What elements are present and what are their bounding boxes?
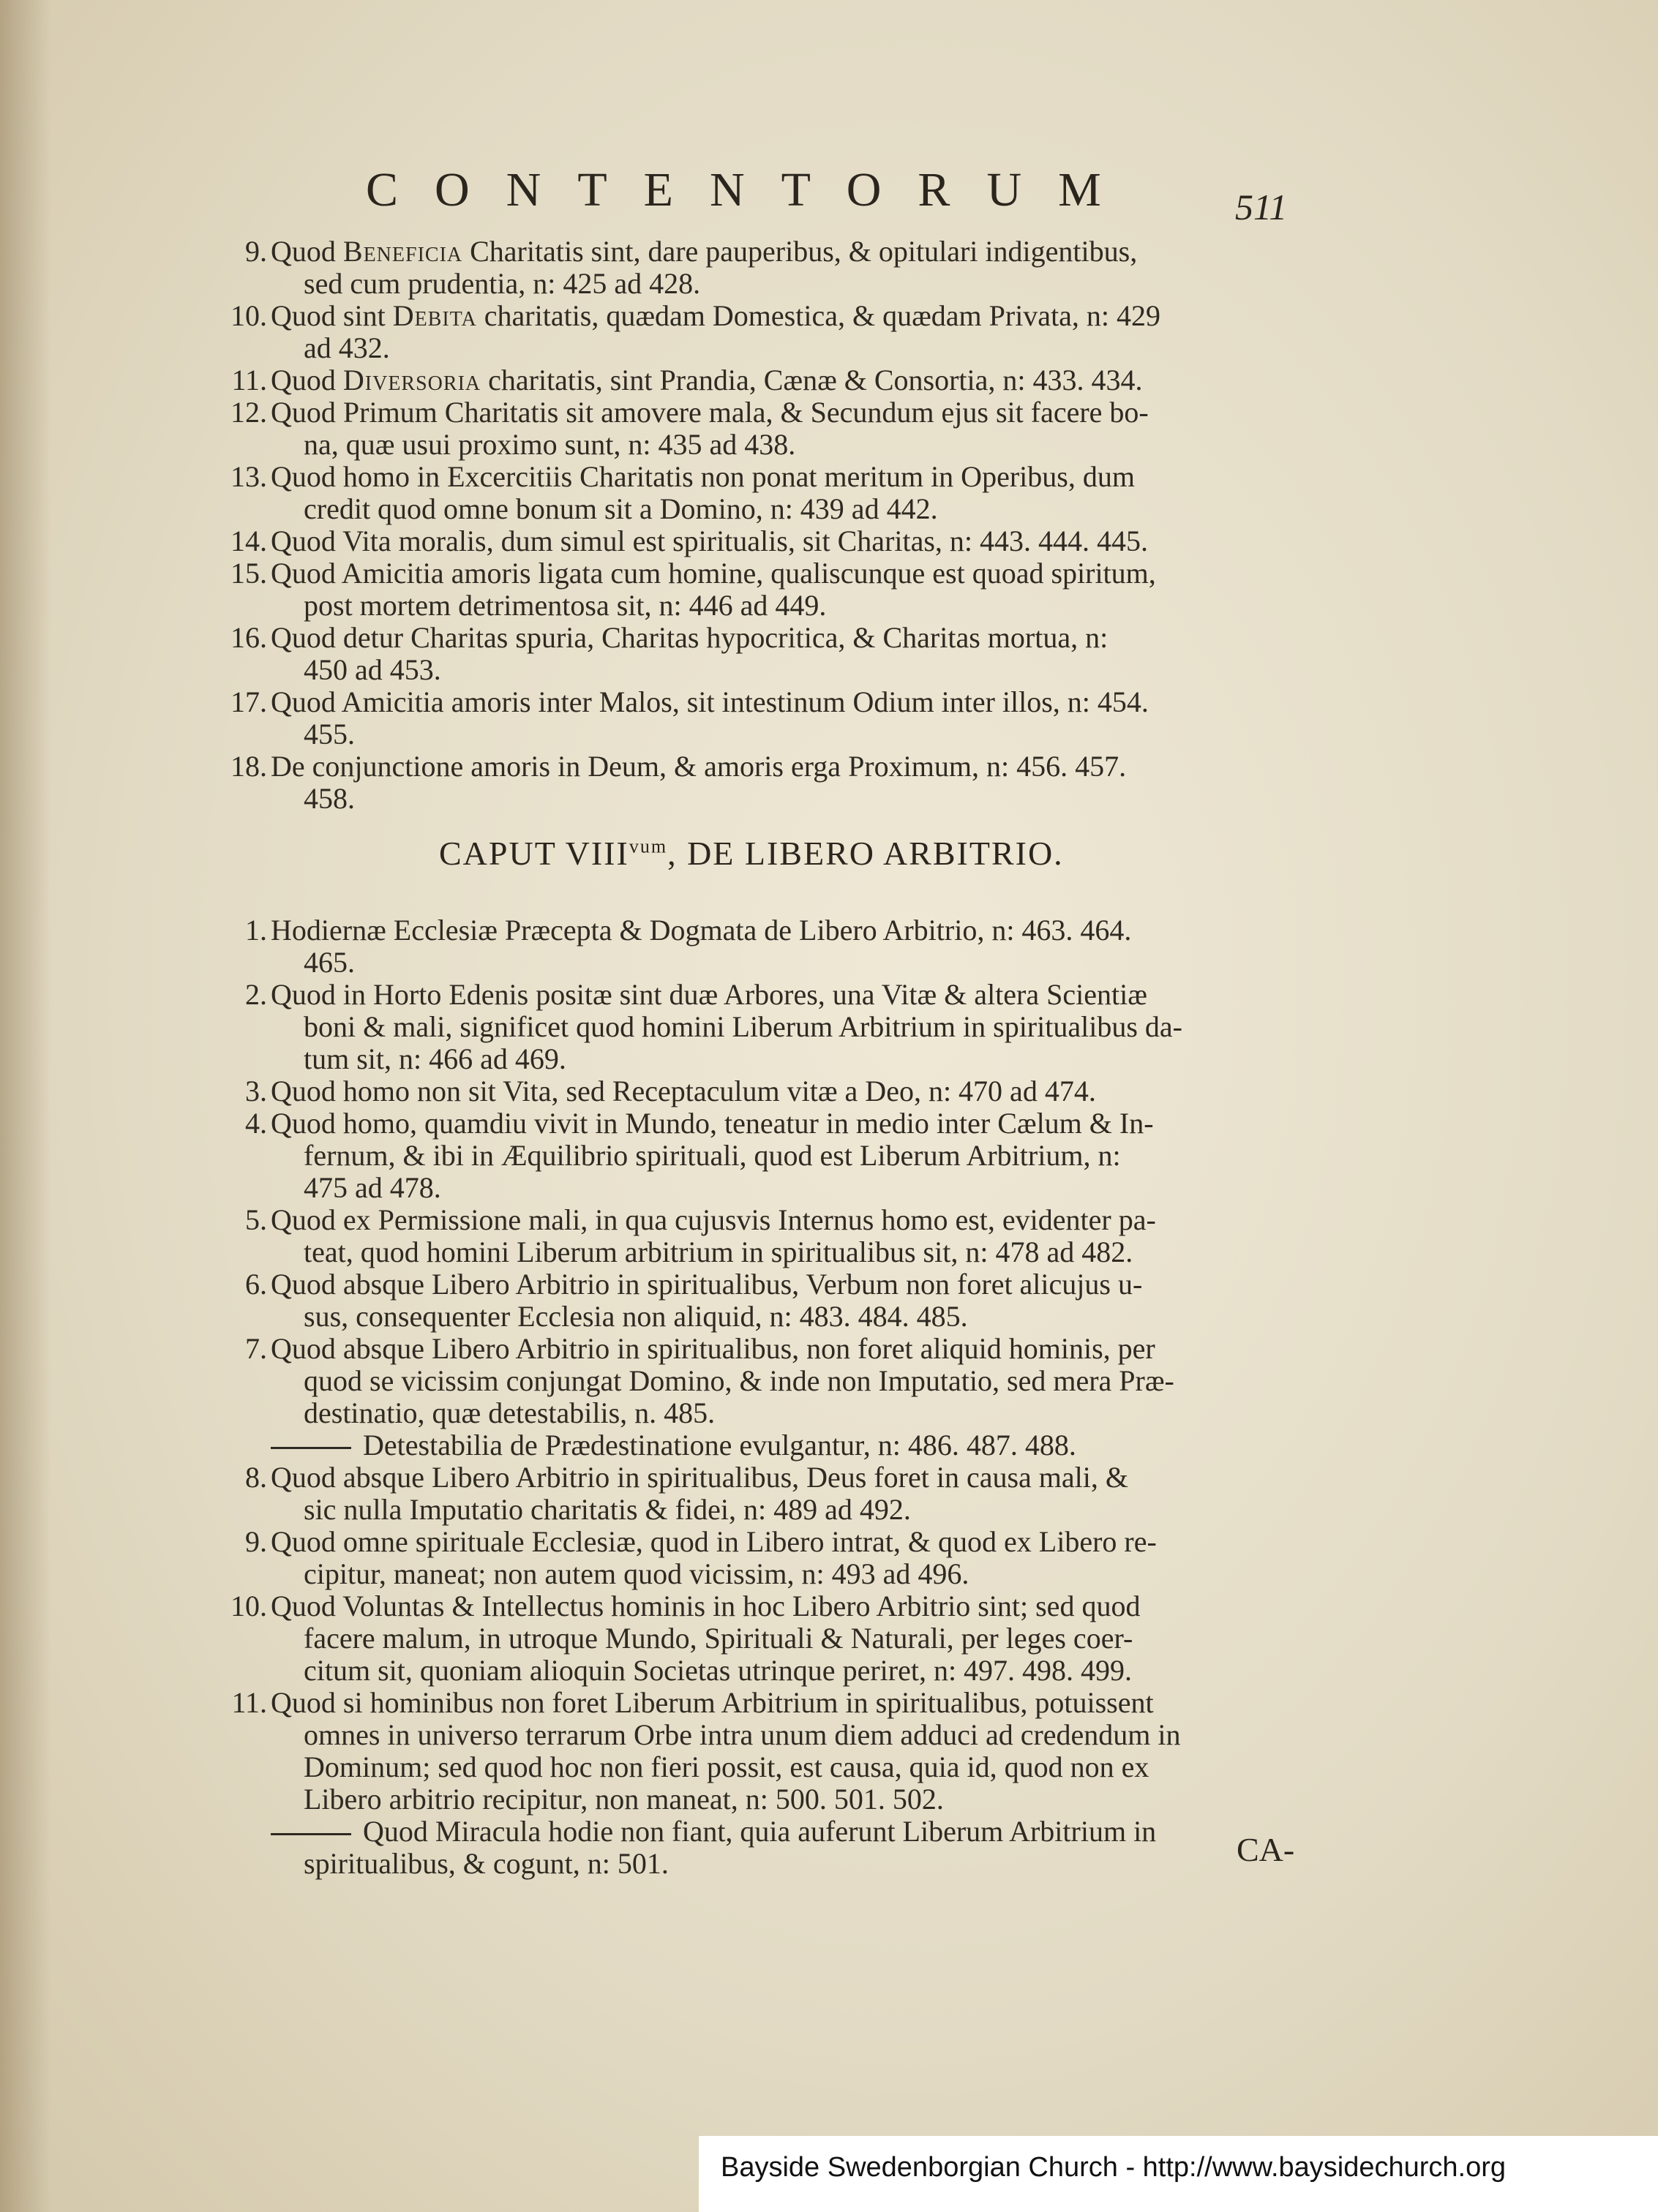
watermark-text: Bayside Swedenborgian Church - http://www.baysidechurch.org (721, 2152, 1507, 2183)
running-head: CONTENTORUM (366, 163, 1138, 217)
chapter-title: CAPUT $VIII^{vum}$, DE LIBERO ARBITRIO. (439, 835, 1064, 872)
list-item (209, 557, 1306, 622)
item-continuation: sed cum prudentia, n: 425 ad 428. (304, 267, 701, 300)
item-number: 15. (230, 557, 267, 590)
item-text: Quod Diversoria charitatis, sint Prandia, Cænæ & Consortia, n: 433. 434. (271, 364, 1143, 396)
item-continuation: 465. (304, 946, 355, 979)
item-number: 9. (245, 1525, 267, 1558)
item-number: 7. (245, 1332, 267, 1365)
item-text: Quod in Horto Edenis positæ sint duæ Arbores, una Vitæ & altera Scientiæ (271, 978, 1147, 1011)
dash-rule (271, 1833, 351, 1835)
list-item (209, 686, 1306, 750)
item-number: 2. (245, 978, 267, 1011)
item-text: Quod Amicitia amoris ligata cum homine, qualiscunque est quoad spiritum, (271, 557, 1156, 590)
item-text: Quod homo non sit Vita, sed Receptaculum vitæ a Deo, n: 470 ad 474. (271, 1075, 1096, 1107)
list-item (209, 1333, 1306, 1429)
item-continuation: na, quæ usui proximo sunt, n: 435 ad 438. (304, 428, 796, 461)
item-text: Quod absque Libero Arbitrio in spiritualibus, non foret aliquid hominis, per (271, 1332, 1155, 1365)
list-item (209, 979, 1306, 1075)
item-continuation: sic nulla Imputatio charitatis & fidei, n: 489 ad 492. (304, 1493, 911, 1526)
item-continuation: spiritualibus, & cogunt, n: 501. (304, 1847, 669, 1880)
item-continuation: teat, quod homini Liberum arbitrium in spiritualibus sit, n: 478 ad 482. (304, 1235, 1133, 1268)
item-continuation: Dominum; sed quod hoc non fieri possit, est causa, quia id, quod non ex (304, 1750, 1149, 1783)
item-number: 11. (231, 1686, 267, 1719)
item-number: 8. (245, 1461, 267, 1494)
list-subitem (209, 1816, 1306, 1880)
item-continuation: 458. (304, 782, 355, 815)
list-item (209, 364, 1306, 396)
list-item (209, 1204, 1306, 1268)
list-item (209, 622, 1306, 686)
item-number: 12. (230, 396, 267, 429)
item-continuation: post mortem detrimentosa sit, n: 446 ad 449. (304, 589, 827, 622)
page-number: 511 (1235, 187, 1288, 227)
item-number: 16. (230, 621, 267, 654)
item-text: Quod Miracula hodie non fiant, quia auferunt Liberum Arbitrium in (363, 1815, 1157, 1848)
item-number: 9. (245, 235, 267, 268)
item-number: 10. (230, 299, 267, 332)
item-text: Quod Amicitia amoris inter Malos, sit intestinum Odium inter illos, n: 454. (271, 685, 1149, 718)
item-continuation: 450 ad 453. (304, 653, 441, 686)
item-text: Quod absque Libero Arbitrio in spiritualibus, Verbum non foret alicujus u- (271, 1268, 1143, 1301)
list-item (209, 1590, 1306, 1687)
item-number: 3. (245, 1075, 267, 1107)
item-continuation: tum sit, n: 466 ad 469. (304, 1042, 566, 1075)
item-continuation: quod se vicissim conjungat Domino, & inde non Imputatio, sed mera Præ- (304, 1364, 1174, 1397)
item-continuation: 475 ad 478. (304, 1171, 441, 1204)
section-two-list (209, 914, 1306, 1880)
item-text: Quod Beneficia Charitatis sint, dare pauperibus, & opitulari indigentibus, (271, 235, 1138, 268)
item-text: Hodiernæ Ecclesiæ Præcepta & Dogmata de Libero Arbitrio, n: 463. 464. (271, 914, 1132, 947)
item-continuation: credit quod omne bonum sit a Domino, n: 439 ad 442. (304, 492, 938, 525)
list-item (209, 461, 1306, 525)
item-continuation: ad 432. (304, 331, 390, 364)
item-number: 10. (230, 1590, 267, 1622)
item-text: Quod si hominibus non foret Liberum Arbitrium in spiritualibus, potuissent (271, 1686, 1154, 1719)
item-continuation: boni & mali, significet quod homini Liberum Arbitrium in spiritualibus da- (304, 1010, 1182, 1043)
item-text: Quod homo in Excercitiis Charitatis non ponat meritum in Operibus, dum (271, 460, 1135, 493)
list-item (209, 525, 1306, 557)
item-continuation: sus, consequenter Ecclesia non aliquid, n: 483. 484. 485. (304, 1300, 968, 1333)
item-text: Quod Vita moralis, dum simul est spiritualis, sit Charitas, n: 443. 444. 445. (271, 524, 1149, 557)
section-one-list (209, 236, 1306, 815)
item-continuation: fernum, & ibi in Æquilibrio spirituali, quod est Liberum Arbitrium, n: (304, 1139, 1121, 1172)
watermark-banner (699, 2136, 1658, 2212)
item-continuation: destinatio, quæ detestabilis, n. 485. (304, 1396, 716, 1429)
item-continuation: Libero arbitrio recipitur, non maneat, n: 500. 501. 502. (304, 1783, 944, 1816)
list-subitem (209, 1429, 1306, 1462)
list-item (209, 750, 1306, 815)
item-text: Quod detur Charitas spuria, Charitas hypocritica, & Charitas mortua, n: (271, 621, 1109, 654)
list-item (209, 1687, 1306, 1816)
list-item (209, 1075, 1306, 1107)
catchword: CA- (1237, 1831, 1295, 1868)
binding-shadow (0, 0, 51, 2212)
item-continuation: omnes in universo terrarum Orbe intra unum diem adduci ad credendum in (304, 1718, 1181, 1751)
item-text: Quod omne spirituale Ecclesiæ, quod in Libero intrat, & quod ex Libero re- (271, 1525, 1157, 1558)
item-text: Quod sint Debita charitatis, quædam Domestica, & quædam Privata, n: 429 (271, 299, 1161, 332)
list-item (209, 1526, 1306, 1590)
item-number: 17. (230, 685, 267, 718)
list-item (209, 300, 1306, 364)
item-number: 18. (230, 750, 267, 783)
item-continuation: cipitur, maneat; non autem quod vicissim, n: 493 ad 496. (304, 1557, 969, 1590)
item-text: Quod homo, quamdiu vivit in Mundo, teneatur in medio inter Cælum & In- (271, 1107, 1154, 1140)
item-text: Quod ex Permissione mali, in qua cujusvis Internus homo est, evidenter pa- (271, 1203, 1156, 1236)
item-number: 14. (230, 524, 267, 557)
list-item (209, 236, 1306, 300)
dash-rule (271, 1447, 351, 1449)
item-number: 5. (245, 1203, 267, 1236)
item-number: 4. (245, 1107, 267, 1140)
list-item (209, 914, 1306, 979)
list-item (209, 396, 1306, 461)
item-continuation: facere malum, in utroque Mundo, Spirituali & Naturali, per leges coer- (304, 1622, 1133, 1655)
list-item (209, 1107, 1306, 1204)
item-continuation: 455. (304, 718, 355, 750)
item-text: Detestabilia de Prædestinatione evulgantur, n: 486. 487. 488. (363, 1429, 1076, 1462)
item-number: 11. (231, 364, 267, 396)
item-text: De conjunctione amoris in Deum, & amoris erga Proximum, n: 456. 457. (271, 750, 1127, 783)
item-continuation: citum sit, quoniam alioquin Societas utrinque periret, n: 497. 498. 499. (304, 1654, 1133, 1687)
list-item (209, 1268, 1306, 1333)
list-item (209, 1462, 1306, 1526)
item-number: 6. (245, 1268, 267, 1301)
item-text: Quod Voluntas & Intellectus hominis in hoc Libero Arbitrio sint; sed quod (271, 1590, 1141, 1622)
item-number: 13. (230, 460, 267, 493)
item-text: Quod absque Libero Arbitrio in spiritualibus, Deus foret in causa mali, & (271, 1461, 1128, 1494)
item-text: Quod Primum Charitatis sit amovere mala, & Secundum ejus sit facere bo- (271, 396, 1149, 429)
item-number: 1. (245, 914, 267, 947)
